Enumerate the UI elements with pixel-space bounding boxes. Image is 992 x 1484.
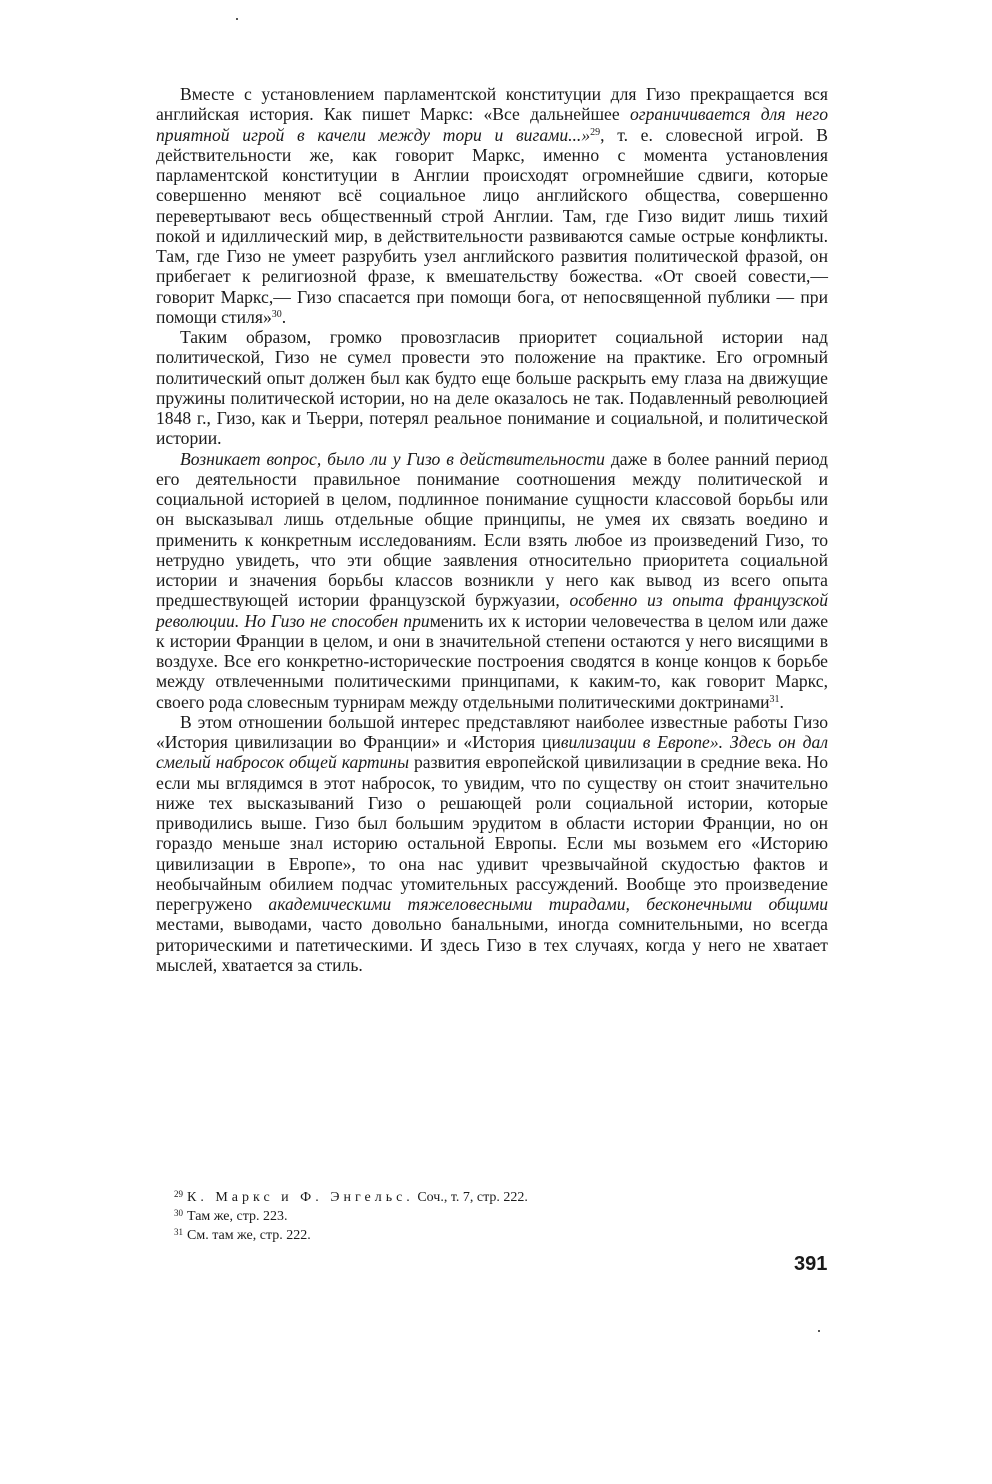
print-speck [236,18,238,20]
text-run: В этом отношении большой интерес представляют наиболее известные работы Гизо «История цивилизации во Франции» и «История ци [156,711,828,752]
footnote-ref: 29 [590,126,601,138]
main-text [156,84,828,975]
footnote-number: 29 [174,1189,183,1199]
footnote-number: 31 [174,1227,183,1237]
text-run: , т. е. словесной игрой. В действительности же, как говорит Маркс, именно с момента установления парламентской конституции в Англии происходят огромнейшие сдвиги, которые совершенно меняют всё социальное лицо английского общества, совершенно перевертывают весь общественный строй Англии. Там, где Гизо видит лишь тихий покой и идиллический мир, в действительности развиваются самые острые конфликты. Там, где Гизо не умеет разрубить узел английского развития политической фразой, он прибегает к религиозной фразе, к вмешательству божества. «От своей совести,— говорит Маркс,— Гизо спасается при помощи бога, от непосвященной публики — при помощи стиля» [156,124,828,327]
footnote [156,1188,828,1207]
footnote-text: Там же, стр. 223. [187,1209,288,1224]
paragraph [156,84,828,327]
paragraph [156,712,828,975]
footnote-text: Соч., т. 7, стр. 222. [413,1190,528,1205]
paragraph [156,449,828,712]
page-number: 391 [794,1253,828,1275]
footnote-text: См. там же, стр. 222. [187,1228,311,1243]
footnote [156,1226,828,1245]
italic-text: академическими тяжеловесными тирадами, бесконечными общими [268,894,828,914]
text-run: . [281,306,287,327]
footnotes [156,1188,828,1245]
footnote-ref: 31 [769,693,780,705]
text-run: Таким образом, громко провозгласив приоритет социальной истории над политической, Гизо не сумел провести это положение на практике. Его огромный политический опыт должен был как будто еще больше раскрыть ему глаза на движущие пружины политической истории, но на деле оказалось не так. Подавленный революцией 1848 г., Гизо, как и Тьерри, потерял реальное понимание и социальной, и политической истории. [156,327,828,449]
italic-text: особенно из опыта французской революции. Но Гизо не способен при [156,590,828,631]
text-run: Вместе с установлением парламентской конституции для Гизо прекращается вся английская история. Как пишет Маркс: «Все дальнейшее [156,84,828,125]
text-run: местами, выводами, часто довольно банальными, иногда сомнительными, но всегда риторическими и патетическими. И здесь Гизо в тех случаях, когда у него не хватает мыслей, хватается за стиль. [156,914,828,975]
footnote [156,1207,828,1226]
paragraph [156,327,828,449]
text-run: развития европейской цивилизации в средние века. Но если мы вглядимся в этот набросок, то увидим, что по существу он стоит значительно ниже тех высказываний Гизо о решающей роли социальной истории, которые приводились выше. Гизо был большим эрудитом в области истории Франции, но он гораздо меньше знал историю остальной Европы. Если мы возьмем его «Историю цивилизации в Европе», то она нас удивит чрезвычайной скудостью фактов и необычайным обилием подчас утомительных рассуждений. Вообще это произведение перегружено [156,752,828,914]
footnote-number: 30 [174,1208,183,1218]
italic-text: ограничивается для него приятной игрой в качели между тори и вигами...» [156,104,828,145]
print-speck [818,1330,820,1332]
footnote-author: К. Маркс и Ф. Энгельс. [187,1190,414,1205]
text-run: менить их к истории человечества в целом или даже к истории Франции в целом, и они в значительной степени остаются у него висящими в воздухе. Все его конкретно-исторические построения сводятся в конце концов к борьбе между отвлеченными политическими принципами, к каким-то, как говорит Маркс, своего рода словесным турнирам между отдельными политическими доктринами [156,610,828,712]
text-run: . [779,691,784,712]
footnote-ref: 30 [271,308,282,320]
italic-text: вилизации в Европе». Здесь он дал смелый набросок общей картины [156,732,828,773]
text-run: даже в более ранний период его деятельности правильное понимание соотношения между политической и социальной историей в целом, подлинное понимание сущности классовой борьбы или он высказывал лишь отдельные общие принципы, не умея их связать воедино и применить к конкретным исследованиям. Если взять любое из произведений Гизо, то нетрудно увидеть, что эти общие заявления относительно приоритета социальной истории и значения борьбы классов возникли у него как вывод из всего опыта предшествующей истории французской буржуазии, [156,448,828,611]
italic-text: Возникает вопрос, было ли у Гизо в действительности [180,448,605,469]
